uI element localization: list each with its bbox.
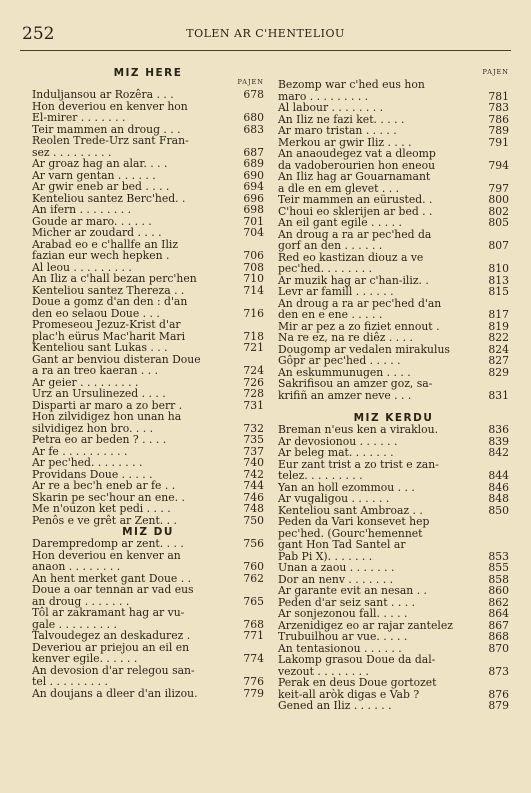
entry-page-number: 728 bbox=[243, 387, 264, 400]
toc-entry bbox=[32, 434, 264, 446]
entry-page-number: 718 bbox=[243, 329, 264, 343]
entry-page-number: 744 bbox=[243, 479, 264, 492]
entry-page-number: 858 bbox=[488, 572, 509, 586]
entry-page-number: 822 bbox=[488, 331, 509, 344]
entry-title: Ar beleg mat. . . . . . . bbox=[278, 446, 394, 459]
entry-page-number: 714 bbox=[243, 283, 264, 297]
page-column-label: PAJEN bbox=[237, 78, 264, 86]
toc-entry bbox=[278, 516, 509, 562]
entry-page-number: 860 bbox=[488, 584, 509, 597]
entry-title: An eskummunugen . . . . bbox=[278, 365, 411, 379]
entry-page-number: 776 bbox=[243, 675, 264, 688]
entry-title: Dor an nenv . . . . . . . bbox=[278, 572, 394, 586]
toc-entry bbox=[32, 480, 264, 492]
entry-page-number: 704 bbox=[243, 226, 264, 239]
entry-title: Tôl ar zakramant hag ar vu- gale . . . . . . . . . bbox=[32, 606, 185, 631]
section-heading: MIZ KERDU bbox=[353, 412, 434, 424]
toc-entry bbox=[32, 135, 264, 158]
entry-page-number: 765 bbox=[243, 594, 264, 608]
entry-page-number: 783 bbox=[488, 101, 509, 114]
entry-page-number: 839 bbox=[488, 434, 509, 448]
toc-entry bbox=[278, 654, 509, 677]
entry-page-number: 706 bbox=[243, 249, 264, 262]
entry-title: An anaoudegez vat a dleomp da vadoberourien hon eneou bbox=[278, 147, 436, 172]
page-header bbox=[22, 20, 509, 44]
entry-title: An droug a ra ar pec'hed da gorf an den . . . . . . bbox=[278, 227, 432, 252]
entry-title: Kenteliou sant Ambroaz . . bbox=[278, 503, 423, 517]
entry-page-number: 762 bbox=[243, 571, 264, 585]
toc-entry bbox=[32, 181, 264, 193]
entry-title: Providans Doue . . . . . bbox=[32, 467, 153, 481]
page-column-label: PAJEN bbox=[482, 68, 509, 76]
entry-title: Al labour . . . . . . . . bbox=[278, 101, 384, 114]
toc-entry bbox=[278, 298, 509, 321]
toc-entry bbox=[278, 585, 509, 597]
entry-page-number: 731 bbox=[243, 398, 264, 412]
entry-page-number: 771 bbox=[243, 629, 264, 642]
entry-page-number: 732 bbox=[243, 421, 264, 435]
toc-entry bbox=[32, 101, 264, 124]
toc-entry bbox=[32, 538, 264, 550]
entry-page-number: 836 bbox=[488, 423, 509, 436]
toc-entry bbox=[278, 252, 509, 275]
toc-entry bbox=[278, 79, 509, 102]
entry-page-number: 768 bbox=[243, 617, 264, 631]
entry-page-number: 694 bbox=[243, 180, 264, 193]
toc-entry bbox=[278, 700, 509, 712]
entry-page-number: 781 bbox=[488, 89, 509, 103]
entry-title: Kenteliou santez Thereza . . bbox=[32, 283, 185, 297]
entry-title: Ar re a bec'h eneb ar fe . . bbox=[32, 479, 176, 492]
toc-entry bbox=[32, 607, 264, 630]
entry-title: Ar fe . . . . . . . . . . bbox=[32, 444, 128, 458]
entry-page-number: 846 bbox=[488, 480, 509, 494]
entry-page-number: 786 bbox=[488, 112, 509, 126]
entry-page-number: 690 bbox=[243, 168, 264, 182]
entry-title: Kenteliou santez Berc'hed. . bbox=[32, 191, 186, 205]
entry-title: Promeseou Jezuz-Krist d'ar plac'h eürus Mac'harit Mari bbox=[32, 318, 186, 343]
entry-page-number: 853 bbox=[488, 549, 509, 563]
entry-title: An Iliz ne fazi ket. . . . . bbox=[278, 112, 405, 126]
toc-entry bbox=[32, 239, 264, 262]
running-title: TOLEN AR C'HENTELIOU bbox=[186, 27, 345, 40]
entry-page-number: 701 bbox=[243, 214, 264, 228]
entry-title: Ar groaz hag an alar. . . . bbox=[32, 157, 168, 170]
toc-entry bbox=[32, 388, 264, 400]
entry-title: Goude ar maro. . . . . . bbox=[32, 214, 152, 228]
header-rule bbox=[20, 50, 511, 51]
entry-title: Ar geier . . . . . . . . . bbox=[32, 375, 139, 389]
entry-page-number: 726 bbox=[243, 375, 264, 389]
right-column bbox=[278, 58, 509, 785]
entry-title: An tentasionou . . . . . . bbox=[278, 641, 402, 655]
entry-page-number: 774 bbox=[243, 652, 264, 665]
toc-entry bbox=[278, 194, 509, 206]
entry-title: Induljansou ar Rozêra . . . bbox=[32, 88, 174, 101]
entry-title: Ar sonjezonou fall. . . . . bbox=[278, 607, 408, 620]
toc-entry bbox=[278, 493, 509, 505]
toc-entry bbox=[278, 677, 509, 700]
entry-title: Ar pec'hed. . . . . . . . bbox=[32, 456, 143, 469]
entry-title: Sakrifisou an amzer goz, sa- krifiñ an amzer neve . . . bbox=[278, 377, 433, 402]
entry-page-number: 848 bbox=[488, 492, 509, 505]
entry-page-number: 742 bbox=[243, 467, 264, 481]
entry-page-number: 779 bbox=[243, 686, 264, 700]
entry-title: Ar maro tristan . . . . . bbox=[278, 124, 397, 137]
toc-entry bbox=[32, 515, 264, 527]
entry-title: Me n'ouzon ket pedi . . . . bbox=[32, 502, 171, 515]
entry-title: Ar vugaligou . . . . . . bbox=[278, 492, 390, 505]
entry-page-number: 760 bbox=[243, 560, 264, 573]
entry-page-number: 805 bbox=[488, 216, 509, 229]
entry-page-number: 810 bbox=[488, 262, 509, 275]
toc-entry bbox=[32, 296, 264, 319]
entry-page-number: 746 bbox=[243, 490, 264, 504]
toc-entry bbox=[32, 89, 264, 101]
entry-page-number: 824 bbox=[488, 342, 509, 356]
toc-entry bbox=[32, 319, 264, 342]
entry-title: Gant ar benviou disteran Doue a ra an treo kaeran . . . bbox=[32, 352, 201, 377]
entry-title: Arzenidigez eo ar rajar zantelez bbox=[278, 618, 453, 632]
entry-page-number: 802 bbox=[488, 204, 509, 218]
entry-title: An eil gant egile . . . . . bbox=[278, 216, 402, 229]
toc-entry bbox=[278, 447, 509, 459]
entry-page-number: 864 bbox=[488, 607, 509, 620]
entry-page-number: 683 bbox=[243, 122, 264, 136]
entry-page-number: 748 bbox=[243, 502, 264, 515]
entry-page-number: 696 bbox=[243, 191, 264, 205]
entry-page-number: 689 bbox=[243, 157, 264, 170]
toc-entry bbox=[278, 148, 509, 171]
toc-entry bbox=[32, 158, 264, 170]
entry-page-number: 756 bbox=[243, 537, 264, 550]
entry-page-number: 800 bbox=[488, 193, 509, 206]
entry-title: An hent merket gant Doue . . bbox=[32, 571, 192, 585]
entry-page-number: 844 bbox=[488, 469, 509, 482]
toc-entry bbox=[32, 550, 264, 573]
entry-title: Ar gwir eneb ar bed . . . . bbox=[32, 180, 170, 193]
entry-title: Reolen Trede-Urz sant Fran- sez . . . . . . . . . bbox=[32, 134, 189, 159]
entry-title: Na re ez, na re diêz . . . . bbox=[278, 331, 413, 344]
entry-title: Kenteliou sant Lukas . . . bbox=[32, 341, 168, 354]
entry-title: Al leou . . . . . . . . . bbox=[32, 260, 132, 274]
entry-page-number: 791 bbox=[488, 135, 509, 149]
entry-title: Ar muzik hag ar c'han-iliz. . bbox=[278, 273, 429, 287]
entry-title: Unan a zaou . . . . . . . bbox=[278, 561, 395, 574]
toc-entry bbox=[278, 171, 509, 194]
entry-title: C'houi eo sklerijen ar bed . . bbox=[278, 204, 433, 218]
toc-entry bbox=[32, 642, 264, 665]
entry-page-number: 873 bbox=[488, 664, 509, 678]
toc-entry bbox=[278, 608, 509, 620]
entry-title: Darempredomp ar zent. . . . bbox=[32, 537, 184, 550]
entry-page-number: 680 bbox=[243, 111, 264, 124]
entry-title: Penôs e ve grêt ar Zent. . . bbox=[32, 513, 177, 527]
entry-title: Lakomp grasou Doue da dal- vezout . . . . . . . . bbox=[278, 653, 436, 678]
toc-entry bbox=[278, 459, 509, 482]
entry-page-number: 842 bbox=[488, 446, 509, 459]
entry-page-number: 698 bbox=[243, 203, 264, 216]
toc-entry bbox=[278, 424, 509, 436]
entry-title: Hon deveriou en kenver hon El-mirer . . . . . . . bbox=[32, 99, 188, 124]
entry-title: Skarin pe sec'hour an ene. . bbox=[32, 490, 185, 504]
entry-title: Teir mammen an eürusted. . bbox=[278, 193, 433, 206]
entry-page-number: 819 bbox=[488, 319, 509, 333]
entry-title: Urz an Ursulinezed . . . . bbox=[32, 387, 166, 400]
entry-title: Petra eo ar beden ? . . . . bbox=[32, 433, 167, 446]
toc-entry bbox=[32, 411, 264, 434]
toc-entry bbox=[278, 217, 509, 229]
toc-entry bbox=[32, 584, 264, 607]
entry-title: Ar varn gentan . . . . . . bbox=[32, 168, 156, 182]
entry-page-number: 827 bbox=[488, 354, 509, 367]
entry-page-number: 721 bbox=[243, 341, 264, 354]
left-column bbox=[32, 58, 264, 785]
entry-title: Deveriou ar priejou an eil en kenver egile. . . . . . bbox=[32, 640, 190, 665]
entry-page-number: 789 bbox=[488, 124, 509, 137]
entry-page-number: 708 bbox=[243, 260, 264, 274]
entry-title: Perak en deus Doue gortozet keit-all aròk digas e Vab ? bbox=[278, 676, 437, 701]
entry-page-number: 855 bbox=[488, 561, 509, 574]
toc-entry bbox=[32, 503, 264, 515]
toc-entry bbox=[32, 204, 264, 216]
section-heading: MIZ DU bbox=[122, 526, 174, 538]
entry-title: Arabad eo e c'hallfe an Iliz fazian eur wech hepken . bbox=[32, 237, 179, 262]
toc-entry bbox=[32, 630, 264, 642]
entry-title: Peden d'ar seiz sant . . . . bbox=[278, 595, 415, 609]
toc-entry bbox=[278, 102, 509, 114]
toc-entry bbox=[32, 273, 264, 285]
entry-page-number: 876 bbox=[488, 687, 509, 701]
toc-entry bbox=[278, 125, 509, 137]
toc-entry bbox=[32, 688, 264, 700]
entry-title: Micher ar zoudard . . . . bbox=[32, 226, 162, 239]
toc-entry bbox=[278, 332, 509, 344]
entry-title: An ifern . . . . . . . . bbox=[32, 203, 132, 216]
entry-page-number: 870 bbox=[488, 641, 509, 655]
entry-page-number: 794 bbox=[488, 158, 509, 172]
toc-entry bbox=[32, 457, 264, 469]
page-number: 252 bbox=[22, 24, 55, 44]
entry-page-number: 817 bbox=[488, 308, 509, 321]
entry-page-number: 815 bbox=[488, 285, 509, 298]
entry-title: Mir ar pez a zo fiziet ennout . bbox=[278, 319, 440, 333]
toc-entry bbox=[32, 665, 264, 688]
entry-page-number: 737 bbox=[243, 444, 264, 458]
entry-page-number: 750 bbox=[243, 513, 264, 527]
toc-entry bbox=[32, 342, 264, 354]
entry-title: Breman n'eus ken a viraklou. bbox=[278, 423, 439, 436]
entry-title: Peden da Vari konsevet hep pec'hed. (Gourc'hemennet gant Hon Tad Santel ar Pab Pi X). . . . . . . bbox=[278, 515, 430, 563]
entry-title: An Iliz a c'hall bezan perc'hen bbox=[32, 272, 197, 285]
entry-title: Red eo kastizan diouz a ve pec'hed. . . . . . . . bbox=[278, 250, 424, 275]
entry-page-number: 879 bbox=[488, 699, 509, 712]
entry-title: Hon deveriou en kenver an anaon . . . . . . . . bbox=[32, 548, 181, 573]
entry-page-number: 687 bbox=[243, 145, 264, 159]
entry-title: An devosion d'ar relegou san- tel . . . . . . . . . bbox=[32, 663, 195, 688]
entry-page-number: 716 bbox=[243, 306, 264, 320]
entry-title: Hon zilvidigez hon unan ha silvidigez hon bro. . . . bbox=[32, 410, 182, 435]
entry-page-number: 862 bbox=[488, 595, 509, 609]
entry-title: An droug a ra ar pec'hed d'an den en e ene . . . . . bbox=[278, 296, 442, 321]
entry-title: Trubuilhou ar vue. . . . . bbox=[278, 630, 408, 643]
entry-title: Merkou ar gwir Iliz . . . . bbox=[278, 135, 412, 149]
entry-page-number: 868 bbox=[488, 630, 509, 643]
entry-page-number: 813 bbox=[488, 273, 509, 287]
entry-title: An Iliz hag ar Gouarnamant a dle en em glevet . . . bbox=[278, 170, 431, 195]
entry-page-number: 867 bbox=[488, 618, 509, 632]
entry-title: Disparti ar maro a zo berr . bbox=[32, 398, 183, 412]
entry-page-number: 710 bbox=[243, 272, 264, 285]
entry-title: Ar garante evit an nesan . . bbox=[278, 584, 427, 597]
section-heading: MIZ HERE bbox=[113, 67, 183, 79]
toc-entry bbox=[278, 562, 509, 574]
toc-entry bbox=[278, 229, 509, 252]
entry-title: Levr ar famill . . . . . . bbox=[278, 285, 394, 298]
entry-page-number: 850 bbox=[488, 503, 509, 517]
toc-entry bbox=[278, 378, 509, 401]
toc-entry bbox=[32, 354, 264, 377]
toc-entry bbox=[32, 227, 264, 239]
entry-title: Doue a gomz d'an den : d'an den eo selaou Doue . . . bbox=[32, 295, 188, 320]
entry-page-number: 831 bbox=[488, 388, 509, 402]
entry-title: Dougomp ar vedalen mirakulus bbox=[278, 342, 450, 356]
entry-page-number: 735 bbox=[243, 433, 264, 446]
entry-page-number: 829 bbox=[488, 365, 509, 379]
entry-title: Talvoudegez an deskadurez . bbox=[32, 629, 191, 642]
toc-entry bbox=[278, 631, 509, 643]
entry-page-number: 724 bbox=[243, 364, 264, 377]
entry-title: Bezomp war c'hed eus hon maro . . . . . . . . . bbox=[278, 78, 425, 103]
entry-title: Ar devosionou . . . . . . bbox=[278, 434, 398, 448]
entry-title: Doue a oar tennan ar vad eus an droug . . . . . . . bbox=[32, 583, 194, 608]
entry-title: Eur zant trist a zo trist e zan- telez. . . . . . . . . bbox=[278, 457, 439, 482]
entry-page-number: 678 bbox=[243, 88, 264, 101]
entry-title: Teir mammen an droug . . . bbox=[32, 122, 181, 136]
toc-entry bbox=[278, 355, 509, 367]
entry-title: An doujans a dleer d'an ilizou. bbox=[32, 686, 198, 700]
entry-page-number: 740 bbox=[243, 456, 264, 469]
entry-page-number: 797 bbox=[488, 181, 509, 195]
entry-title: Yan an holl ezommou . . . bbox=[278, 480, 415, 494]
entry-page-number: 807 bbox=[488, 239, 509, 252]
entry-title: Gened an Iliz . . . . . . bbox=[278, 699, 392, 712]
toc-entry bbox=[278, 286, 509, 298]
entry-title: Gôpr ar pec'hed . . . . . bbox=[278, 354, 401, 367]
